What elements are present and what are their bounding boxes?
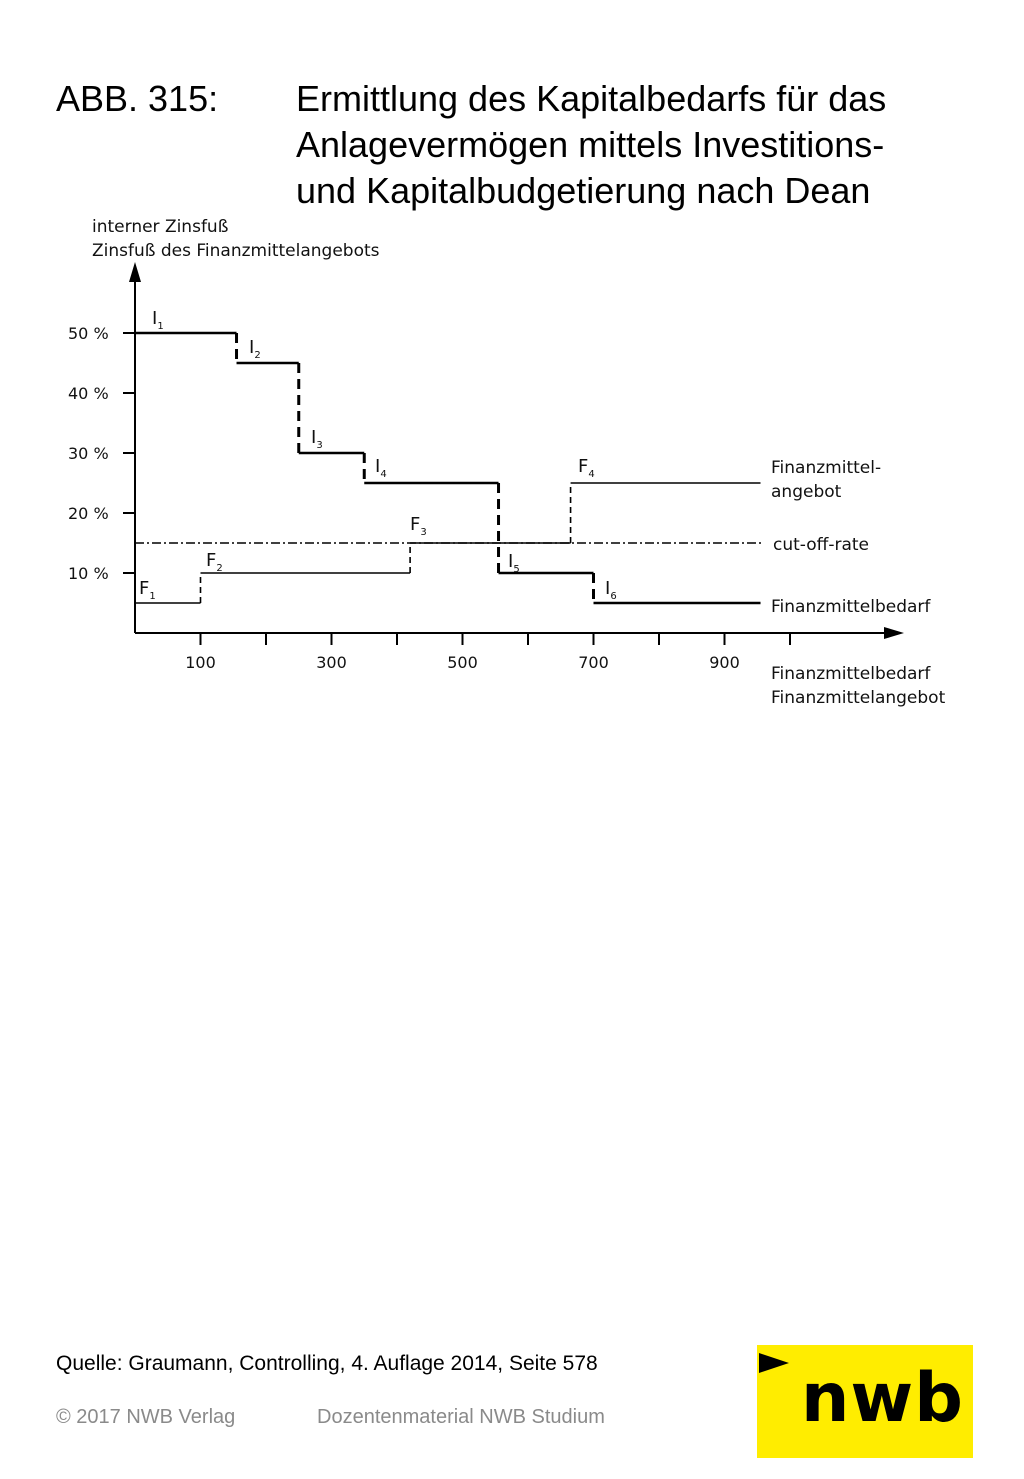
- supply-step-label-f3: $F_3$: [410, 514, 427, 538]
- y-tick-label: 30 %: [68, 444, 109, 463]
- supply-series-label-line-2: angebot: [771, 482, 842, 502]
- y-axis-label-line-2: Zinsfuß des Finanzmittelangebots: [92, 241, 380, 261]
- supply-series-label-line-1: Finanzmittel-: [771, 458, 882, 478]
- x-axis-arrow-icon: [884, 627, 904, 639]
- x-tick-label: 500: [447, 653, 478, 672]
- y-tick-label: 40 %: [68, 384, 109, 403]
- figure-number: ABB. 315:: [56, 78, 219, 119]
- demand-step-label-i6: $I_6$: [605, 578, 617, 602]
- x-tick-label: 100: [185, 653, 216, 672]
- x-tick-label: 300: [316, 653, 347, 672]
- figure-title: [296, 76, 996, 214]
- x-tick-label: 700: [578, 653, 609, 672]
- source-note: Quelle: Graumann, Controlling, 4. Auflage 2014, Seite 578: [56, 1352, 598, 1375]
- x-tick-label: 900: [709, 653, 740, 672]
- demand-step-label-i3: $I_3$: [311, 427, 323, 451]
- footer-copyright: © 2017 NWB Verlag: [56, 1406, 236, 1428]
- demand-step-label-i4: $I_4$: [375, 456, 387, 480]
- demand-step-label-i2: $I_2$: [249, 337, 261, 361]
- supply-step-label-f4: $F_4$: [578, 456, 595, 480]
- x-axis-label-line-1: Finanzmittelbedarf: [771, 664, 931, 684]
- cutoff-rate-label: cut-off-rate: [773, 535, 870, 555]
- figure-title-line-2: Anlagevermögen mittels Investitions-: [296, 124, 885, 165]
- demand-step-label-i1: $I_1$: [152, 308, 164, 332]
- figure-title-line-1: Ermittlung des Kapitalbedarfs für das: [296, 78, 887, 119]
- y-tick-label: 20 %: [68, 504, 109, 523]
- x-axis-label-line-2: Finanzmittelangebot: [771, 688, 946, 708]
- y-tick-label: 50 %: [68, 324, 109, 343]
- demand-series-label: Finanzmittelbedarf: [771, 597, 931, 617]
- nwb-logo: [757, 1345, 973, 1458]
- demand-step-label-i5: $I_5$: [508, 551, 520, 575]
- y-tick-label: 10 %: [68, 564, 109, 583]
- y-axis-label-line-1: interner Zinsfuß: [92, 217, 229, 237]
- footer-material: Dozentenmaterial NWB Studium: [317, 1406, 605, 1428]
- figure-title-line-3: und Kapitalbudgetierung nach Dean: [296, 170, 871, 211]
- dean-chart: [0, 200, 1024, 720]
- supply-step-label-f2: $F_2$: [206, 550, 223, 574]
- supply-step-label-f1: $F_1$: [139, 578, 156, 602]
- logo-text: nwb: [801, 1359, 964, 1438]
- y-axis-arrow-icon: [129, 262, 141, 282]
